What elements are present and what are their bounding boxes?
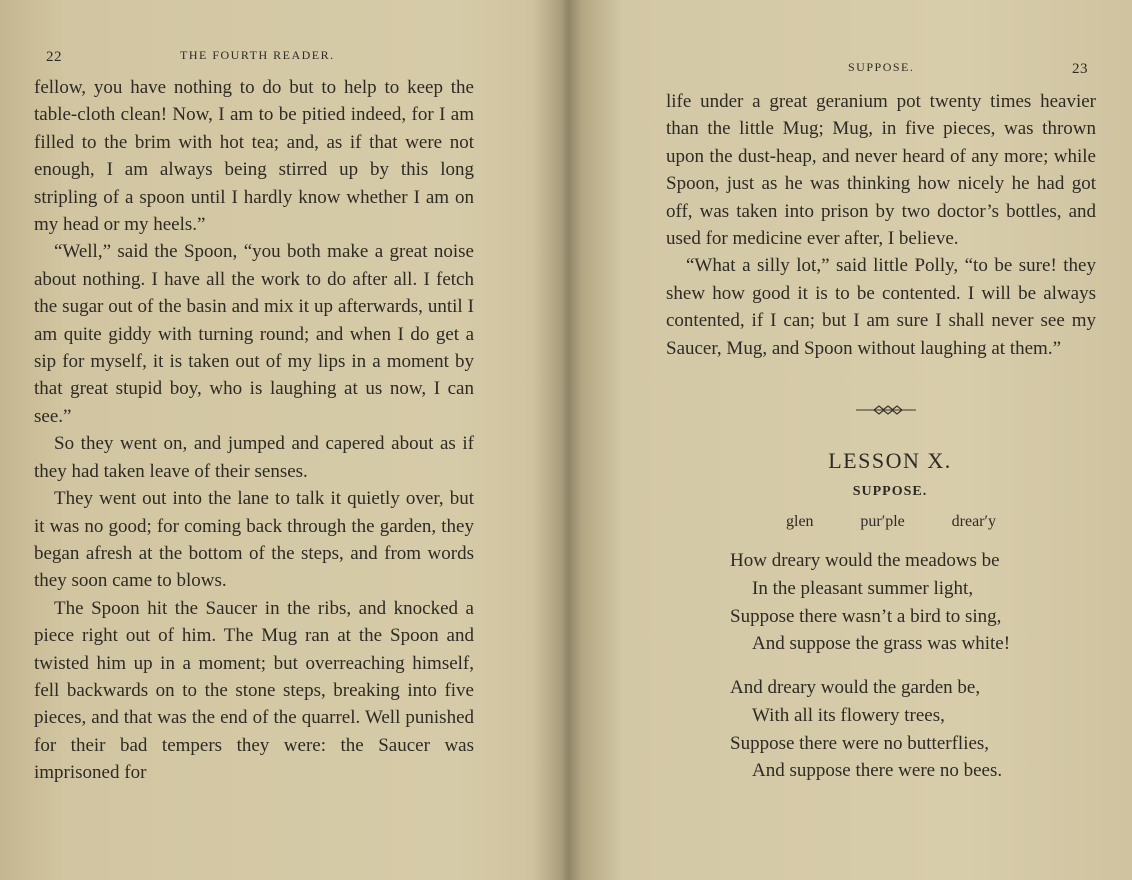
running-head-right: SUPPOSE. xyxy=(848,60,915,74)
paragraph: “What a silly lot,” said little Polly, “to be sure! they shew how good it is to be contented. I will be always contented, if I can; but I am sure I shall never see my Saucer, Mug, and Spoon without laughing at them.” xyxy=(666,255,1096,359)
poem-line: With all its flowery trees, xyxy=(752,704,945,726)
poem-line: In the pleasant summer light, xyxy=(752,577,974,599)
paragraph: So they went on, and jumped and capered about as if they had taken leave of their senses. xyxy=(34,433,474,482)
poem-line: And suppose there were no bees. xyxy=(752,760,1003,782)
page-number-left: 22 xyxy=(46,49,62,65)
right-page-body xyxy=(666,88,1096,362)
poem-stanza-1 xyxy=(730,547,1010,658)
paragraph: fellow, you have nothing to do but to help to keep the table-cloth clean! Now, I am to be pitied indeed, for I am filled to the brim with hot tea; and, as if that were not enough, I am always being stirred up by this long stripling of a spoon until I hardly know whether I am on my head or my heels.” xyxy=(34,77,474,236)
vocabulary-word: glen xyxy=(786,513,814,530)
right-page xyxy=(570,0,1132,880)
poem-stanza-2 xyxy=(730,674,1002,785)
ornament-divider-icon xyxy=(854,400,918,420)
paragraph: The Spoon hit the Saucer in the ribs, and knocked a piece right out of him. The Mug ran at the Spoon and twisted him up in a moment; but overreaching himself, fell backwards on to the stone steps, breaking into five pieces, and that was the end of the quarrel. Well punished for their bad tempers they were: the Saucer was imprisoned for xyxy=(34,597,474,784)
left-page-body xyxy=(34,74,474,787)
poem-line: And dreary would the garden be, xyxy=(730,677,981,698)
poem-line: Suppose there wasn’t a bird to sing, xyxy=(730,605,1002,627)
lesson-subtitle: SUPPOSE. xyxy=(852,484,928,499)
running-head-left: THE FOURTH READER. xyxy=(180,48,335,62)
page-number-right: 23 xyxy=(1072,61,1088,77)
paragraph: They went out into the lane to talk it quietly over, but it was no good; for coming back through the garden, they began afresh at the bottom of the steps, and from words they soon came to blows. xyxy=(34,488,474,592)
vocabulary-list xyxy=(786,513,996,531)
vocabulary-word: drear′y xyxy=(951,513,996,530)
poem-line: Suppose there were no butterflies, xyxy=(730,732,990,754)
paragraph: “Well,” said the Spoon, “you both make a great noise about nothing. I have all the work to do after all. I fetch the sugar out of the basin and mix it up afterwards, until I am quite giddy with turning round; and when I do get a sip for myself, it is taken out of my lips in a moment by that great stupid boy, who is laughing at us now, I can see.” xyxy=(34,241,474,427)
lesson-title: LESSON X. xyxy=(828,448,952,473)
vocabulary-word: pur′ple xyxy=(860,513,905,530)
paragraph: life under a great geranium pot twenty times heavier than the little Mug; Mug, in five pieces, was thrown upon the dust-heap, and never heard of any more; while Spoon, just as he was thinking how nicely he had got off, was taken into prison by two doctor’s bottles, and used for medicine ever after, I believe. xyxy=(666,91,1096,250)
poem-line: And suppose the grass was white! xyxy=(752,633,1011,655)
poem-line: How dreary would the meadows be xyxy=(730,550,1000,571)
